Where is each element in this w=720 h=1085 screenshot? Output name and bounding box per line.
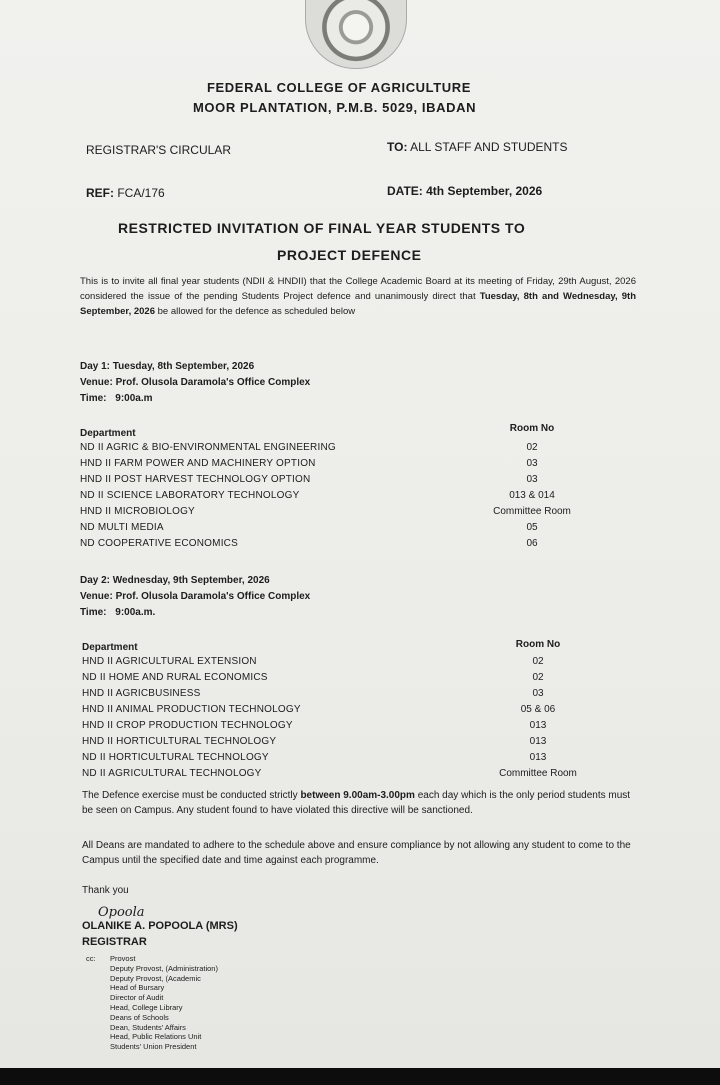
defence-window-notice <box>82 788 637 818</box>
table-row <box>82 656 682 672</box>
notice-hours: between 9.00am-3.00pm <box>300 790 415 801</box>
day2-venue-label: Venue: <box>80 591 113 602</box>
list-item: Students' Union President <box>110 1042 197 1052</box>
room-cell: 02 <box>532 656 544 667</box>
date-label: DATE: <box>387 184 423 198</box>
table-row <box>80 538 680 554</box>
table-row <box>82 688 682 704</box>
registrar-name: OLANIKE A. POPOOLA (MRS) <box>82 920 238 932</box>
day1-schedule-table <box>80 442 680 562</box>
room-cell: 03 <box>532 688 544 699</box>
recipient <box>387 140 567 154</box>
day1-date <box>80 361 254 372</box>
day1-room-header: Room No <box>509 423 555 434</box>
to-label: TO: <box>387 140 408 154</box>
table-row <box>82 720 682 736</box>
college-crest-logo <box>305 0 407 69</box>
room-cell: Committee Room <box>499 768 577 779</box>
list-item: Provost <box>110 954 136 963</box>
list-item: Deans of Schools <box>110 1012 169 1022</box>
department-cell: HND II MICROBIOLOGY <box>80 506 195 517</box>
registrar-signature: Opoola <box>98 905 145 920</box>
ref-value: FCA/176 <box>117 186 165 200</box>
room-cell: 02 <box>526 442 538 453</box>
table-row <box>80 506 680 522</box>
circular-type: REGISTRAR'S CIRCULAR <box>86 143 231 157</box>
day2-schedule-table <box>82 656 682 786</box>
intro-paragraph <box>80 274 636 319</box>
day2-room-header: Room No <box>515 639 561 650</box>
department-cell: ND II AGRICULTURAL TECHNOLOGY <box>82 768 262 779</box>
table-row <box>80 458 680 474</box>
department-cell: ND II SCIENCE LABORATORY TECHNOLOGY <box>80 490 300 501</box>
table-row <box>82 736 682 752</box>
to-value: ALL STAFF AND STUDENTS <box>410 140 568 154</box>
list-item: Director of Audit <box>110 993 164 1003</box>
reference <box>86 186 165 200</box>
cc-list <box>110 954 218 1052</box>
date-value: 4th September, 2026 <box>426 184 543 198</box>
table-row <box>82 752 682 768</box>
room-cell: 013 <box>529 736 547 747</box>
day1-department-header: Department <box>80 428 136 439</box>
day2-date <box>80 575 270 586</box>
list-item: Deputy Provost, (Academic <box>110 973 201 983</box>
day2-time <box>80 607 155 618</box>
table-row <box>80 474 680 490</box>
closing-thanks: Thank you <box>82 885 129 896</box>
list-item: Deputy Provost, (Administration) <box>110 963 218 973</box>
deans-directive: All Deans are mandated to adhere to the schedule above and ensure compliance by not allowing any student to come to the Campus until the specified date and time against each programme. <box>82 840 631 866</box>
department-cell: ND MULTI MEDIA <box>80 522 164 533</box>
intro-text: This is to invite all final year students (NDII & HNDII) that the College Academic Board at its meeting of Friday, 29th August, 2026 considered the issue of the pending Students Project defence and unanimously direct that <box>80 276 636 302</box>
room-cell: 013 <box>529 752 547 763</box>
department-cell: HND II FARM POWER AND MACHINERY OPTION <box>80 458 316 469</box>
day1-value: Tuesday, 8th September, 2026 <box>112 361 255 372</box>
list-item: Head of Bursary <box>110 983 165 993</box>
table-row <box>82 768 682 784</box>
department-cell: ND COOPERATIVE ECONOMICS <box>80 538 238 549</box>
day2-label: Day 2: <box>80 575 111 586</box>
day1-time-value: 9:00a.m <box>115 393 153 404</box>
day1-label: Day 1: <box>80 361 111 372</box>
ref-label: REF: <box>86 186 114 200</box>
room-cell: 02 <box>532 672 544 683</box>
day1-time-label: Time: <box>80 393 107 404</box>
intro-dates: Tuesday, 8th and Wednesday, 9th September, 2026 <box>80 291 637 317</box>
day1-time <box>80 393 153 404</box>
institution-address: MOOR PLANTATION, P.M.B. 5029, IBADAN <box>193 100 477 115</box>
day1-venue-label: Venue: <box>80 377 113 388</box>
room-cell: 05 <box>526 522 538 533</box>
day1-venue-value: Prof. Olusola Daramola's Office Complex <box>115 377 311 388</box>
department-cell: HND II POST HARVEST TECHNOLOGY OPTION <box>80 474 311 485</box>
table-row <box>80 490 680 506</box>
notice-title-line2: PROJECT DEFENCE <box>277 247 422 263</box>
day2-department-header: Department <box>82 642 138 653</box>
list-item: Dean, Students' Affairs <box>110 1022 186 1032</box>
table-row <box>82 672 682 688</box>
date <box>387 184 542 198</box>
department-cell: HND II CROP PRODUCTION TECHNOLOGY <box>82 720 293 731</box>
intro-text-end: be allowed for the defence as scheduled below <box>155 306 356 317</box>
department-cell: ND II HOME AND RURAL ECONOMICS <box>82 672 268 683</box>
department-cell: HND II HORTICULTURAL TECHNOLOGY <box>82 736 277 747</box>
room-cell: 06 <box>526 538 538 549</box>
room-cell: 03 <box>526 474 538 485</box>
department-cell: ND II AGRIC & BIO-ENVIRONMENTAL ENGINEERING <box>80 442 336 453</box>
department-cell: HND II AGRICULTURAL EXTENSION <box>82 656 257 667</box>
department-cell: HND II ANIMAL PRODUCTION TECHNOLOGY <box>82 704 301 715</box>
day2-time-value: 9:00a.m. <box>115 607 156 618</box>
table-row <box>80 522 680 538</box>
day1-venue <box>80 377 310 388</box>
room-cell: 013 <box>529 720 547 731</box>
table-row <box>82 704 682 720</box>
bottom-edge-bar <box>0 1068 720 1085</box>
day2-time-label: Time: <box>80 607 107 618</box>
notice-text-end: each day which is the only period students must be seen on Campus. Any student found to have violated this directive will be sanctioned. <box>82 790 631 816</box>
day2-value: Wednesday, 9th September, 2026 <box>112 575 270 586</box>
list-item: Head, College Library <box>110 1002 183 1012</box>
day2-venue <box>80 591 310 602</box>
room-cell: 03 <box>526 458 538 469</box>
institution-name: FEDERAL COLLEGE OF AGRICULTURE <box>207 80 472 95</box>
room-cell: 013 & 014 <box>509 490 555 501</box>
day2-venue-value: Prof. Olusola Daramola's Office Complex <box>115 591 311 602</box>
department-cell: HND II AGRICBUSINESS <box>82 688 201 699</box>
notice-title-line1: RESTRICTED INVITATION OF FINAL YEAR STUDENTS TO <box>118 220 526 236</box>
list-item: Head, Public Relations Unit <box>110 1032 202 1042</box>
room-cell: 05 & 06 <box>520 704 556 715</box>
department-cell: ND II HORTICULTURAL TECHNOLOGY <box>82 752 269 763</box>
notice-text: The Defence exercise must be conducted strictly <box>82 790 301 801</box>
cc-label: cc: <box>86 954 96 963</box>
registrar-title: REGISTRAR <box>82 936 147 948</box>
table-row <box>80 442 680 458</box>
room-cell: Committee Room <box>493 506 571 517</box>
